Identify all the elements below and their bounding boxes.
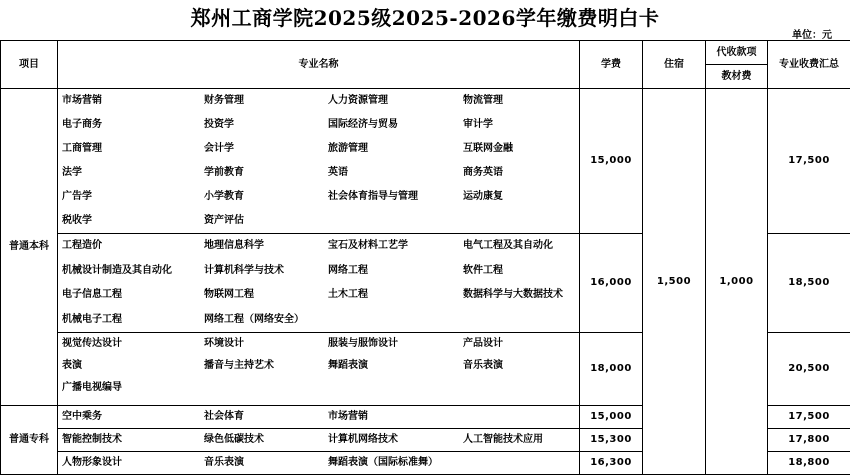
major-group	[58, 333, 580, 406]
category-associate: 普通专科	[1, 406, 58, 475]
major-name: 英语	[328, 167, 348, 178]
major-name: 视觉传达设计	[62, 338, 122, 349]
textbook-value: 1,000	[706, 89, 768, 475]
major-name: 互联网金融	[463, 143, 513, 154]
major-name: 地理信息科学	[204, 240, 264, 251]
header-item: 项目	[1, 41, 58, 89]
header-major: 专业名称	[58, 41, 580, 89]
page-title: 郑州工商学院2025级2025-2026学年缴费明白卡	[190, 6, 660, 30]
major-name: 会计学	[204, 143, 234, 154]
major-group	[58, 89, 580, 234]
major-name: 舞蹈表演	[328, 360, 368, 371]
total-value: 17,800	[768, 429, 850, 452]
major-name: 广播电视编导	[62, 382, 122, 393]
tuition-value: 15,300	[580, 429, 643, 452]
total-value: 17,500	[768, 406, 850, 429]
major-name: 音乐表演	[463, 360, 503, 371]
fee-table	[0, 40, 850, 475]
header-collect: 代收款项	[706, 41, 768, 65]
major-name: 机械设计制造及其自动化	[62, 264, 172, 276]
major-name: 市场营销	[62, 95, 102, 106]
major-name: 网络工程（网络安全）	[204, 313, 304, 325]
major-name: 软件工程	[463, 264, 503, 276]
major-name: 宝石及材料工艺学	[328, 240, 408, 251]
tuition-value: 15,000	[580, 89, 643, 234]
major-name: 人工智能技术应用	[463, 434, 543, 445]
major-name: 物流管理	[463, 95, 503, 106]
major-name: 数据科学与大数据技术	[463, 289, 563, 300]
major-name: 人物形象设计	[62, 457, 122, 468]
tuition-value: 15,000	[580, 406, 643, 429]
major-name: 土木工程	[328, 289, 368, 300]
major-name: 小学教育	[204, 191, 244, 202]
header-lodging: 住宿	[643, 41, 706, 89]
major-name: 计算机科学与技术	[204, 264, 284, 276]
major-name: 资产评估	[204, 215, 244, 226]
major-name: 市场营销	[328, 411, 368, 422]
major-name: 音乐表演	[204, 457, 244, 468]
major-name: 学前教育	[204, 167, 244, 178]
major-name: 法学	[62, 167, 82, 178]
major-name: 国际经济与贸易	[328, 119, 398, 130]
major-name: 电子商务	[62, 119, 102, 130]
major-group	[58, 234, 580, 333]
major-group	[58, 429, 580, 452]
major-name: 播音与主持艺术	[204, 360, 274, 371]
major-name: 智能控制技术	[62, 434, 122, 445]
total-value: 18,500	[768, 234, 850, 333]
major-name: 工程造价	[62, 240, 102, 251]
major-name: 电气工程及其自动化	[463, 240, 553, 251]
major-name: 网络工程	[328, 264, 368, 276]
major-name: 旅游管理	[328, 143, 368, 154]
major-group	[58, 452, 580, 475]
major-name: 电子信息工程	[62, 289, 122, 300]
tuition-value: 18,000	[580, 333, 643, 406]
major-name: 运动康复	[463, 191, 503, 202]
total-value: 18,800	[768, 452, 850, 475]
header-textbook: 教材费	[706, 65, 768, 89]
major-name: 审计学	[463, 119, 493, 130]
major-name: 物联网工程	[204, 289, 254, 300]
tuition-value: 16,000	[580, 234, 643, 333]
major-name: 社会体育指导与管理	[328, 191, 418, 202]
header-tuition: 学费	[580, 41, 643, 89]
major-name: 商务英语	[463, 167, 503, 178]
major-name: 产品设计	[463, 338, 503, 349]
unit-label: 单位：元	[792, 30, 832, 41]
major-name: 投资学	[204, 119, 234, 130]
tuition-value: 16,300	[580, 452, 643, 475]
major-name: 财务管理	[204, 95, 244, 106]
major-group	[58, 406, 580, 429]
major-name: 表演	[62, 360, 82, 371]
major-name: 空中乘务	[62, 411, 102, 422]
major-name: 税收学	[62, 215, 92, 226]
major-name: 舞蹈表演（国际标准舞）	[328, 457, 438, 468]
major-name: 绿色低碳技术	[204, 434, 264, 445]
major-name: 服装与服饰设计	[328, 338, 398, 349]
major-name: 环境设计	[204, 338, 244, 349]
major-name: 社会体育	[204, 411, 244, 422]
major-name: 计算机网络技术	[328, 434, 398, 445]
lodging-value: 1,500	[643, 89, 706, 475]
major-name: 人力资源管理	[328, 95, 388, 106]
major-name: 机械电子工程	[62, 313, 122, 325]
category-bachelor: 普通本科	[1, 89, 58, 406]
major-name: 工商管理	[62, 143, 102, 154]
major-name: 广告学	[62, 191, 92, 202]
header-total: 专业收费汇总	[768, 41, 850, 89]
total-value: 17,500	[768, 89, 850, 234]
total-value: 20,500	[768, 333, 850, 406]
